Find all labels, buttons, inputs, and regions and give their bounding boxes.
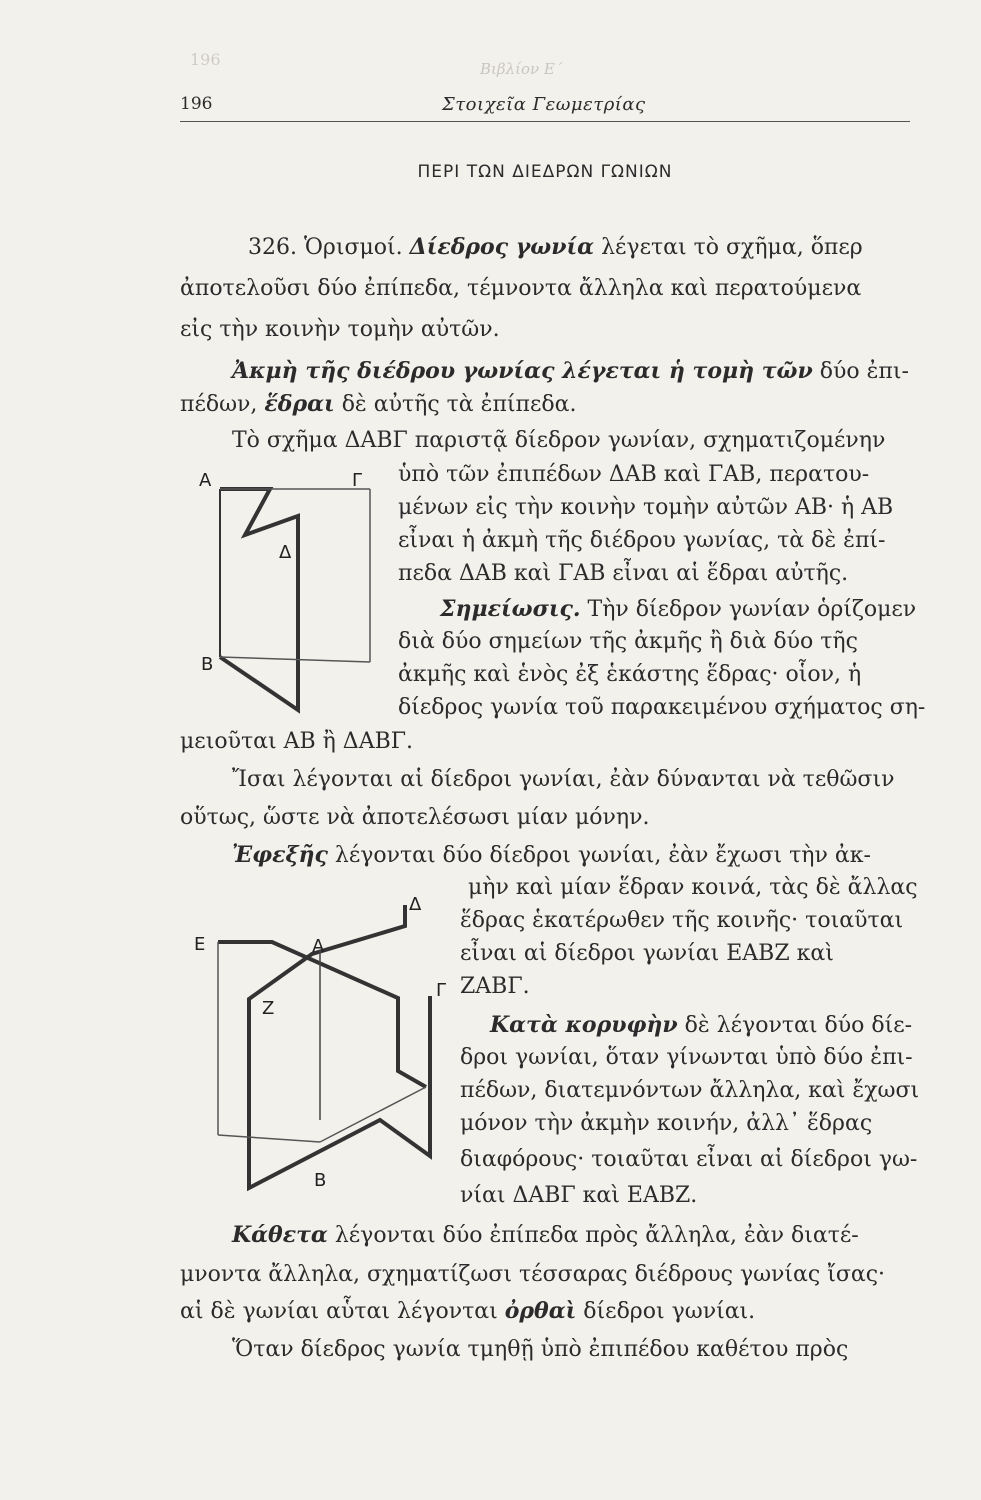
definition-text: λέγεται τὸ σχῆμα, ὅπερ	[601, 235, 863, 260]
term-edge: Ἀκμὴ τῆς διέδρου γωνίας λέγεται ἡ τομὴ τῶν	[232, 358, 813, 384]
note-line-1	[440, 596, 916, 623]
example-line-3: μένων εἰς τὴν κοινὴν τομὴν αὐτῶν ΑΒ· ἡ ΑΒ	[398, 495, 894, 520]
example-line-1: Τὸ σχῆμα ΔΑΒΓ παριστᾷ δίεδρον γωνίαν, σχηματιζομένην	[232, 428, 886, 453]
term-vertical: Κατὰ κορυφὴν	[490, 1012, 678, 1038]
header-rule	[180, 121, 910, 122]
face-z-bottom	[320, 1087, 426, 1142]
dihedral-angle-figure	[195, 470, 395, 720]
label-a: A	[199, 470, 212, 491]
label-b: B	[201, 654, 214, 675]
adjacent-line-3: ἕδρας ἑκατέρωθεν τῆς κοινῆς· τοιαῦται	[460, 908, 904, 933]
chapter-title: ΠΕΡΙ ΤΩΝ ΔΙΕΔΡΩΝ ΓΩΝΙΩΝ	[417, 162, 673, 182]
vertical-line-4: μόνον τὴν ἀκμὴν κοινήν, ἀλλ᾽ ἕδρας	[460, 1111, 873, 1136]
term-perpendicular: Κάθετα	[232, 1222, 328, 1248]
adjacent-text: λέγονται δύο δίεδροι γωνίαι, ἐὰν ἔχωσι τὴν ἀκ-	[334, 843, 871, 868]
example-line-4: εἶναι ἡ ἀκμὴ τῆς διέδρου γωνίας, τὰ δὲ ἐπί-	[398, 528, 886, 553]
equal-text: λέγονται αἱ δίεδροι γωνίαι, ἐὰν δύνανται νὰ τεθῶσιν	[292, 767, 895, 792]
section-heading: Ὁρισμοί.	[303, 235, 403, 260]
perpendicular-text: λέγονται δύο ἐπίπεδα πρὸς ἄλληλα, ἐὰν διατέ-	[334, 1223, 859, 1248]
face-ab-g-bottom	[220, 657, 370, 662]
term-right: ὀρθαὶ	[504, 1298, 577, 1324]
section-number: 326.	[248, 235, 297, 260]
adjacent-line-2: μὴν καὶ μίαν ἕδραν κοινά, τὰς δὲ ἄλλας	[468, 875, 918, 900]
vertical-line-3: πέδων, διατεμνόντων ἄλληλα, καὶ ἔχωσι	[460, 1078, 920, 1103]
term-equal: Ἴσαι	[232, 767, 286, 792]
vertical-text: δὲ λέγονται δύο δίε-	[684, 1013, 913, 1038]
face-ab-d	[220, 489, 298, 710]
definitions-line-1	[248, 234, 863, 261]
vertical-line-6: νίαι ΔΑΒΓ καὶ ΕΑΒΖ.	[460, 1183, 698, 1208]
bleed-through-page-number: 196	[190, 50, 221, 69]
adjacent-line-4: εἶναι αἱ δίεδροι γωνίαι ΕΑΒΖ καὶ	[460, 941, 834, 966]
edge-definition-line-2	[180, 391, 577, 418]
face-e-bottom	[218, 1135, 320, 1142]
perpendicular-text: αἱ δὲ γωνίαι αὗται λέγονται	[180, 1299, 498, 1324]
perpendicular-line-1	[232, 1222, 859, 1249]
label-z: Z	[262, 998, 275, 1019]
definitions-line-3: εἰς τὴν κοινὴν τομὴν αὐτῶν.	[180, 317, 500, 342]
term-faces: ἕδραι	[264, 391, 335, 417]
note-line-2: διὰ δύο σημείων τῆς ἀκμῆς ἢ διὰ δύο τῆς	[398, 629, 858, 654]
label-delta: Δ	[279, 542, 292, 563]
page-number: 196	[180, 94, 213, 114]
definitions-line-2: ἀποτελοῦσι δύο ἐπίπεδα, τέμνοντα ἄλληλα καὶ περατούμενα	[180, 276, 862, 301]
note-text: Τὴν δίεδρον γωνίαν ὁρίζομεν	[587, 597, 917, 622]
vertical-line-2: δροι γωνίαι, ὅταν γίνωνται ὑπὸ δύο ἐπι-	[460, 1045, 913, 1070]
label-delta: Δ	[409, 894, 422, 915]
term-dihedral-angle: Δίεδρος γωνία	[409, 234, 595, 260]
plane-delta-a-b-g	[249, 905, 430, 1188]
page-header	[180, 94, 910, 118]
term-note: Σημείωσις.	[440, 596, 581, 622]
definition-text: δύο ἐπι-	[819, 359, 909, 384]
label-gamma: Γ	[436, 980, 447, 1001]
vertical-line-1	[490, 1012, 912, 1039]
equal-line-1	[232, 767, 894, 793]
perpendicular-line-4: Ὅταν δίεδρος γωνία τμηθῇ ὑπὸ ἐπιπέδου καθέτου πρὸς	[232, 1337, 849, 1362]
term-adjacent: Ἐφεξῆς	[232, 842, 328, 868]
label-e: E	[194, 934, 206, 955]
running-title: Στοιχεῖα Γεωμετρίας	[442, 94, 646, 115]
adjacent-line-1	[232, 842, 871, 869]
equal-line-2: οὕτως, ὥστε νὰ ἀποτελέσωσι μίαν μόνην.	[180, 805, 650, 830]
label-a: A	[312, 936, 325, 957]
note-line-5: μειοῦται ΑΒ ἢ ΔΑΒΓ.	[180, 729, 414, 754]
definition-text: δὲ αὐτῆς τὰ ἐπίπεδα.	[341, 392, 577, 417]
perpendicular-line-2: μνοντα ἄλληλα, σχηματίζωσι τέσσαρας διέδρους γωνίας ἴσας·	[180, 1262, 886, 1287]
edge-definition-line-1	[232, 358, 909, 385]
vertical-angles-figure	[190, 880, 450, 1220]
label-gamma: Γ	[352, 470, 363, 491]
example-line-2: ὑπὸ τῶν ἐπιπέδων ΔΑΒ καὶ ΓΑΒ, περατου-	[398, 462, 870, 487]
note-line-3: ἀκμῆς καὶ ἑνὸς ἐξ ἑκάστης ἕδρας· οἷον, ἡ	[398, 662, 862, 687]
vertical-line-5: διαφόρους· τοιαῦται εἶναι αἱ δίεδροι γω-	[460, 1147, 918, 1172]
perpendicular-line-3	[180, 1298, 755, 1325]
bleed-through-title: Βιβλίον Ε΄	[480, 60, 563, 78]
example-line-5: πεδα ΔΑΒ καὶ ΓΑΒ εἶναι αἱ ἕδραι αὐτῆς.	[398, 561, 849, 586]
perpendicular-text: δίεδροι γωνίαι.	[583, 1299, 756, 1324]
label-b: B	[314, 1170, 327, 1191]
note-line-4: δίεδρος γωνία τοῦ παρακειμένου σχήματος ση-	[398, 695, 926, 720]
adjacent-line-5: ΖΑΒΓ.	[460, 974, 530, 999]
definition-text: πέδων,	[180, 392, 258, 417]
